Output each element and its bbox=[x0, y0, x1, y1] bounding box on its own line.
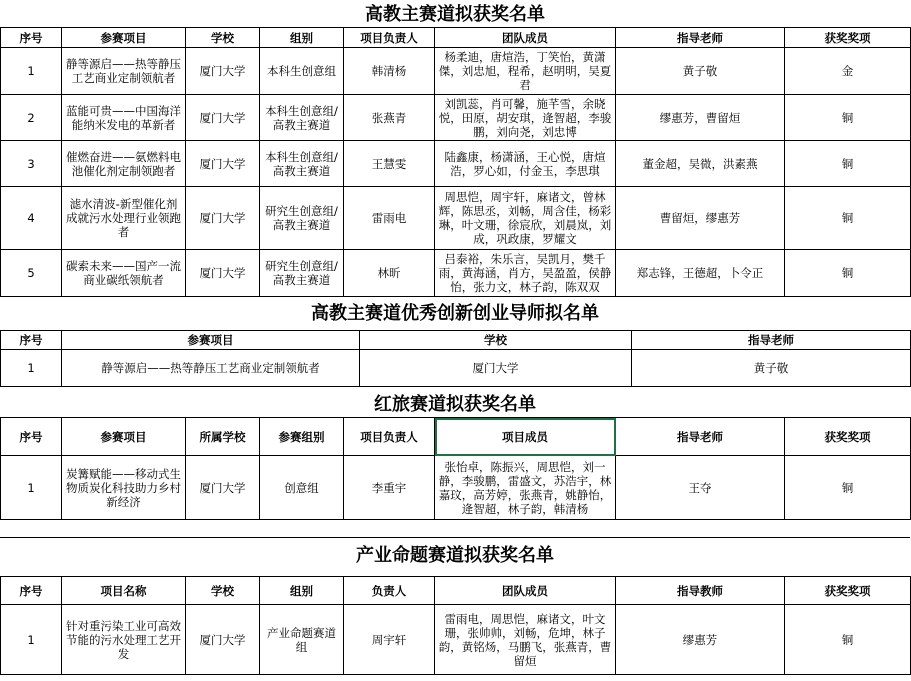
cell-leader[interactable]: 王慧雯 bbox=[344, 141, 435, 187]
table-row bbox=[1, 250, 911, 297]
main-section-title: 高教主赛道拟获奖名单 bbox=[365, 4, 545, 25]
header-award[interactable]: 获奖奖项 bbox=[785, 28, 911, 48]
cell-advisor[interactable]: 黄子敬 bbox=[616, 48, 785, 95]
cell-advisor[interactable]: 郑志锋，王德超，卜令正 bbox=[616, 250, 785, 297]
mentor-header-row bbox=[1, 331, 911, 350]
cell-leader[interactable]: 李重宇 bbox=[344, 456, 435, 520]
header-no[interactable]: 序号 bbox=[1, 577, 62, 605]
cell-no[interactable]: 4 bbox=[1, 187, 62, 250]
cell-advisor[interactable]: 缪惠芳 bbox=[616, 605, 785, 675]
header-project[interactable]: 项目名称 bbox=[62, 577, 186, 605]
header-leader[interactable]: 负责人 bbox=[344, 577, 435, 605]
header-group[interactable]: 参赛组别 bbox=[260, 418, 344, 456]
cell-school[interactable]: 厦门大学 bbox=[186, 141, 260, 187]
cell-leader[interactable]: 雷雨电 bbox=[344, 187, 435, 250]
cell-members[interactable]: 雷雨电，周思恺，麻诸文，叶文珊，张帅帅，刘畅，危坤，林子韵，黄铭炀，马鹏飞，张燕青，曹留烜 bbox=[435, 605, 616, 675]
header-advisor[interactable]: 指导教师 bbox=[616, 577, 785, 605]
cell-leader[interactable]: 周宇轩 bbox=[344, 605, 435, 675]
redtour-table bbox=[0, 417, 911, 520]
cell-award[interactable]: 铜 bbox=[785, 95, 911, 141]
table-row bbox=[1, 350, 911, 387]
header-advisor[interactable]: 指导老师 bbox=[616, 28, 785, 48]
mentor-section-title: 高教主赛道优秀创新创业导师拟名单 bbox=[311, 303, 599, 324]
table-row bbox=[1, 187, 911, 250]
cell-award[interactable]: 铜 bbox=[785, 456, 911, 520]
cell-leader[interactable]: 张燕青 bbox=[344, 95, 435, 141]
header-project[interactable]: 参赛项目 bbox=[62, 28, 186, 48]
mentor-table bbox=[0, 330, 911, 387]
cell-advisor[interactable]: 曹留烜，缪惠芳 bbox=[616, 187, 785, 250]
cell-project[interactable]: 碳索未来——国产一流商业碳纸领航者 bbox=[62, 250, 186, 297]
header-no[interactable]: 序号 bbox=[1, 418, 62, 456]
header-no[interactable]: 序号 bbox=[1, 28, 62, 48]
industry-header-row bbox=[1, 577, 911, 605]
header-school[interactable]: 学校 bbox=[186, 28, 260, 48]
cell-members[interactable]: 吕泰裕，朱乐言，吴凯月，樊千雨，黄海涵，肖方，吴盈盈，侯静怡，张力文，林子韵，陈双双 bbox=[435, 250, 616, 297]
cell-no[interactable]: 3 bbox=[1, 141, 62, 187]
cell-group[interactable]: 研究生创意组/高教主赛道 bbox=[260, 187, 344, 250]
cell-no[interactable]: 1 bbox=[1, 456, 62, 520]
cell-project[interactable]: 静等源启——热等静压工艺商业定制领航者 bbox=[62, 48, 186, 95]
cell-no[interactable]: 1 bbox=[1, 605, 62, 675]
cell-advisor[interactable]: 缪惠芳，曹留烜 bbox=[616, 95, 785, 141]
cell-group[interactable]: 产业命题赛道组 bbox=[260, 605, 344, 675]
header-award[interactable]: 获奖奖项 bbox=[785, 418, 911, 456]
cell-members[interactable]: 杨柔迪，唐煊浩，丁笑怡，黄潇傑，刘忠旭，程希，赵明明，吴夏君 bbox=[435, 48, 616, 95]
header-project[interactable]: 参赛项目 bbox=[62, 418, 186, 456]
cell-school[interactable]: 厦门大学 bbox=[360, 350, 632, 387]
header-school[interactable]: 所属学校 bbox=[186, 418, 260, 456]
cell-members[interactable]: 周思恺，周宇轩，麻诸文，曾林辉，陈思丞，刘畅，周含佳，杨彩琳，叶文珊，徐宸欣，刘晨岚，刘成，巩政康，罗耀文 bbox=[435, 187, 616, 250]
cell-members[interactable]: 张怡卓，陈振兴，周思恺，刘一静，李骏鹏，雷盛文，苏浩宇，林嘉玟，高芳婷，张燕青，姚静怡，逄智超，林子韵，韩清杨 bbox=[435, 456, 616, 520]
industry-section-title: 产业命题赛道拟获奖名单 bbox=[356, 545, 554, 566]
table-row bbox=[1, 141, 911, 187]
cell-project[interactable]: 催燃奋进——氨燃料电池催化剂定制领跑者 bbox=[62, 141, 186, 187]
main-header-row bbox=[1, 28, 911, 48]
section-divider bbox=[0, 537, 910, 538]
cell-group[interactable]: 创意组 bbox=[260, 456, 344, 520]
cell-project[interactable]: 针对重污染工业可高效节能的污水处理工艺开发 bbox=[62, 605, 186, 675]
cell-school[interactable]: 厦门大学 bbox=[186, 456, 260, 520]
cell-leader[interactable]: 韩清杨 bbox=[344, 48, 435, 95]
header-group[interactable]: 组别 bbox=[260, 577, 344, 605]
cell-project[interactable]: 静等源启——热等静压工艺商业定制领航者 bbox=[62, 350, 360, 387]
cell-no[interactable]: 2 bbox=[1, 95, 62, 141]
table-row bbox=[1, 456, 911, 520]
cell-school[interactable]: 厦门大学 bbox=[186, 48, 260, 95]
cell-advisor[interactable]: 董金超，吴微，洪素燕 bbox=[616, 141, 785, 187]
cell-group[interactable]: 本科生创意组 bbox=[260, 48, 344, 95]
cell-school[interactable]: 厦门大学 bbox=[186, 187, 260, 250]
header-award[interactable]: 获奖奖项 bbox=[785, 577, 911, 605]
header-members-selected-cell[interactable]: 项目成员 bbox=[435, 418, 616, 456]
cell-award[interactable]: 铜 bbox=[785, 605, 911, 675]
redtour-header-row bbox=[1, 418, 911, 456]
cell-no[interactable]: 5 bbox=[1, 250, 62, 297]
header-group[interactable]: 组别 bbox=[260, 28, 344, 48]
cell-school[interactable]: 厦门大学 bbox=[186, 605, 260, 675]
header-school[interactable]: 学校 bbox=[186, 577, 260, 605]
main-award-table bbox=[0, 27, 911, 297]
cell-project[interactable]: 蓝能可贵——中国海洋能纳米发电的革新者 bbox=[62, 95, 186, 141]
table-row bbox=[1, 48, 911, 95]
cell-project[interactable]: 炭篝赋能——移动式生物质炭化科技助力乡村新经济 bbox=[62, 456, 186, 520]
cell-group[interactable]: 本科生创意组/高教主赛道 bbox=[260, 95, 344, 141]
header-leader[interactable]: 项目负责人 bbox=[344, 28, 435, 48]
header-members[interactable]: 团队成员 bbox=[435, 28, 616, 48]
cell-school[interactable]: 厦门大学 bbox=[186, 95, 260, 141]
cell-award[interactable]: 金 bbox=[785, 48, 911, 95]
cell-no[interactable]: 1 bbox=[1, 350, 62, 387]
cell-award[interactable]: 铜 bbox=[785, 141, 911, 187]
cell-group[interactable]: 研究生创意组/高教主赛道 bbox=[260, 250, 344, 297]
cell-no[interactable]: 1 bbox=[1, 48, 62, 95]
cell-school[interactable]: 厦门大学 bbox=[186, 250, 260, 297]
cell-leader[interactable]: 林昕 bbox=[344, 250, 435, 297]
header-school[interactable]: 学校 bbox=[360, 331, 632, 350]
table-row bbox=[1, 605, 911, 675]
header-advisor[interactable]: 指导老师 bbox=[632, 331, 911, 350]
header-advisor[interactable]: 指导老师 bbox=[616, 418, 785, 456]
header-members[interactable]: 团队成员 bbox=[435, 577, 616, 605]
cell-award[interactable]: 铜 bbox=[785, 187, 911, 250]
header-leader[interactable]: 项目负责人 bbox=[344, 418, 435, 456]
cell-award[interactable]: 铜 bbox=[785, 250, 911, 297]
redtour-section-title: 红旅赛道拟获奖名单 bbox=[374, 394, 536, 415]
header-project[interactable]: 参赛项目 bbox=[62, 331, 360, 350]
cell-advisor[interactable]: 王夺 bbox=[616, 456, 785, 520]
cell-group[interactable]: 本科生创意组/高教主赛道 bbox=[260, 141, 344, 187]
header-no[interactable]: 序号 bbox=[1, 331, 62, 350]
cell-members[interactable]: 刘凯蕊，肖可馨，施芊雪，余晓悦，田原，胡安琪，逄智超，李骏鹏，刘向尧，刘忠博 bbox=[435, 95, 616, 141]
cell-advisor[interactable]: 黄子敬 bbox=[632, 350, 911, 387]
industry-table bbox=[0, 576, 911, 675]
cell-project[interactable]: 滤水清波-新型催化剂成就污水处理行业领跑者 bbox=[62, 187, 186, 250]
cell-members[interactable]: 陆鑫康，杨潇涵，王心悦，唐煊浩，罗心如，付金玉，李思琪 bbox=[435, 141, 616, 187]
table-row bbox=[1, 95, 911, 141]
